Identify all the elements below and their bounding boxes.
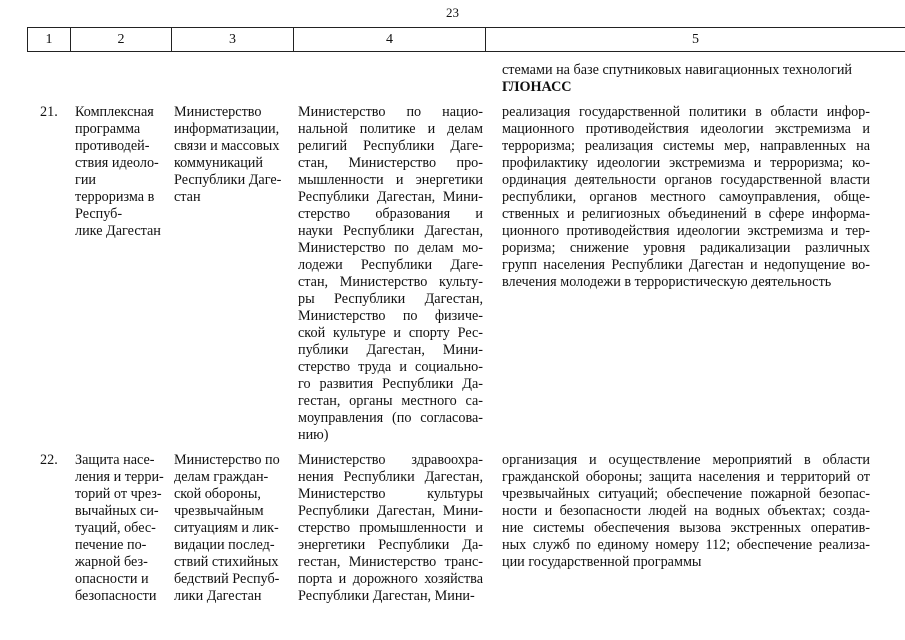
text-line: лодежи Республики Даге- [298,257,483,273]
text-line: торий от чрез- [75,486,162,502]
text-line: лики Дагестан [174,588,262,604]
text-line: Министерство по физиче- [298,308,483,324]
text-line: чрезвычайных ситуаций; обеспечение пожарной безопас- [502,486,870,502]
text-line: коммуникаций [174,155,263,171]
text-line: мационного противодействия идеологии экстремизма и [502,121,870,137]
text-line: печение по- [75,537,147,553]
text-line: реализация государственной политики в области инфор- [502,104,870,120]
text-line: опасности и [75,571,149,587]
text-line: стерство образования и [298,206,483,222]
text-line: науки Республики Дагестан, [298,223,483,239]
text-line: стан [174,189,201,205]
text-line: порта и дорожного хозяйства [298,571,483,587]
text-line: стемами на базе спутниковых навигационных технологий [502,62,853,78]
table-header [27,27,905,52]
text-line: Министерство культуры [298,486,483,502]
text-line: ционного противодействия идеологии экстремизма и тер- [502,223,870,239]
text-line: ственных и религиозных объединений в сфере информа- [502,206,870,222]
header-col-2: 2 [70,28,171,51]
text-line: публики Дагестан, Мини- [298,342,483,358]
text-line: стерство труда и социально- [298,359,483,375]
text-line: Республики Дагестан, Мини- [298,503,483,519]
text-line: нию) [298,427,329,443]
text-line: групп населения Республики Дагестан и недопущение во- [502,257,870,273]
row-21-responsible [174,104,292,206]
text-line: ции государственной программы [502,554,702,570]
header-col-4: 4 [293,28,485,51]
text-line: ГЛОНАСС [502,79,572,95]
text-line: ской обороны, [174,486,261,502]
text-line: видации послед- [174,537,275,553]
text-line: бедствий Респуб- [174,571,280,587]
row-21-number: 21. [40,104,58,120]
text-line: стан, Министерство про- [298,155,483,171]
text-line: Министерство [174,104,262,120]
text-line: гестан, органы местного са- [298,393,483,409]
text-line: гражданской обороны; защита населения и территорий от [502,469,870,485]
text-line: ской культуре и спорту Рес- [298,325,483,341]
row-22-description [502,452,870,571]
text-line: профилактику идеологии экстремизма и терроризма; ко- [502,155,870,171]
text-line: стерство промышленности и [298,520,483,536]
text-line: ления и терри- [75,469,164,485]
text-line: программа [75,121,141,137]
row-22-responsible [174,452,292,605]
row-21-description [502,104,870,291]
text-line: роризма; снижение уровня радикализации различных [502,240,870,256]
text-line: вычайных си- [75,503,159,519]
text-line: делам граждан- [174,469,269,485]
text-line: противодей- [75,138,150,154]
text-line: ситуациям и лик- [174,520,279,536]
row-22-program [75,452,167,605]
text-line: Республики Дагестан, Мини- [298,189,483,205]
text-line: республики, органов местного самоуправления, обще- [502,189,870,205]
text-line: го развития Республики Да- [298,376,483,392]
text-line: Республики Дагестан, Мини- [298,588,475,604]
row-22-number: 22. [40,452,58,468]
text-line: терроризма; реализация системы мер, направленных на [502,138,870,154]
text-line: мышленности и энергетики [298,172,483,188]
text-line: гии терроризма в Респуб- [75,172,155,222]
header-col-3: 3 [171,28,293,51]
header-col-1: 1 [27,28,70,51]
text-line: жарной без- [75,554,148,570]
text-line: Республики Даге- [174,172,282,188]
text-line: лике Дагестан [75,223,161,239]
text-line: ствия идеоло- [75,155,159,171]
text-line: гестан, Министерство транс- [298,554,483,570]
text-line: влечения молодежи в террористическую деятельность [502,274,832,290]
text-line: Комплексная [75,104,154,120]
text-line: нения Республики Дагестан, [298,469,483,485]
text-line: ние системы обеспечения вызова экстренных оператив- [502,520,870,536]
text-line: безопасности [75,588,157,604]
text-line: туаций, обес- [75,520,156,536]
text-line: Министерство по нацио- [298,104,483,120]
continuation-col5 [502,62,870,96]
header-col-5: 5 [485,28,905,51]
text-line: связи и массовых [174,138,280,154]
text-line: ствий стихийных [174,554,279,570]
text-line: моуправления (по согласова- [298,410,483,426]
text-line: энергетики Республики Да- [298,537,483,553]
text-line: информатизации, [174,121,280,137]
text-line: ных служб по единому номеру 112; обеспечение реализа- [502,537,870,553]
text-line: чрезвычайным [174,503,264,519]
row-21-participants [298,104,483,444]
page-number: 23 [446,5,459,20]
row-21-program [75,104,167,240]
text-line: стан, Министерство культу- [298,274,483,290]
text-line: Защита насе- [75,452,155,468]
text-line: ности и безопасности людей на водных объектах; созда- [502,503,870,519]
text-line: ры Республики Дагестан, [298,291,483,307]
text-line: Министерство по делам мо- [298,240,483,256]
text-line: религий Республики Даге- [298,138,483,154]
text-line: Министерство по [174,452,280,468]
row-22-participants [298,452,483,605]
text-line: организация и осуществление мероприятий в области [502,452,870,468]
text-line: нальной политике и делам [298,121,483,137]
text-line: ординация деятельности органов государственной власти [502,172,870,188]
text-line: Министерство здравоохра- [298,452,483,468]
